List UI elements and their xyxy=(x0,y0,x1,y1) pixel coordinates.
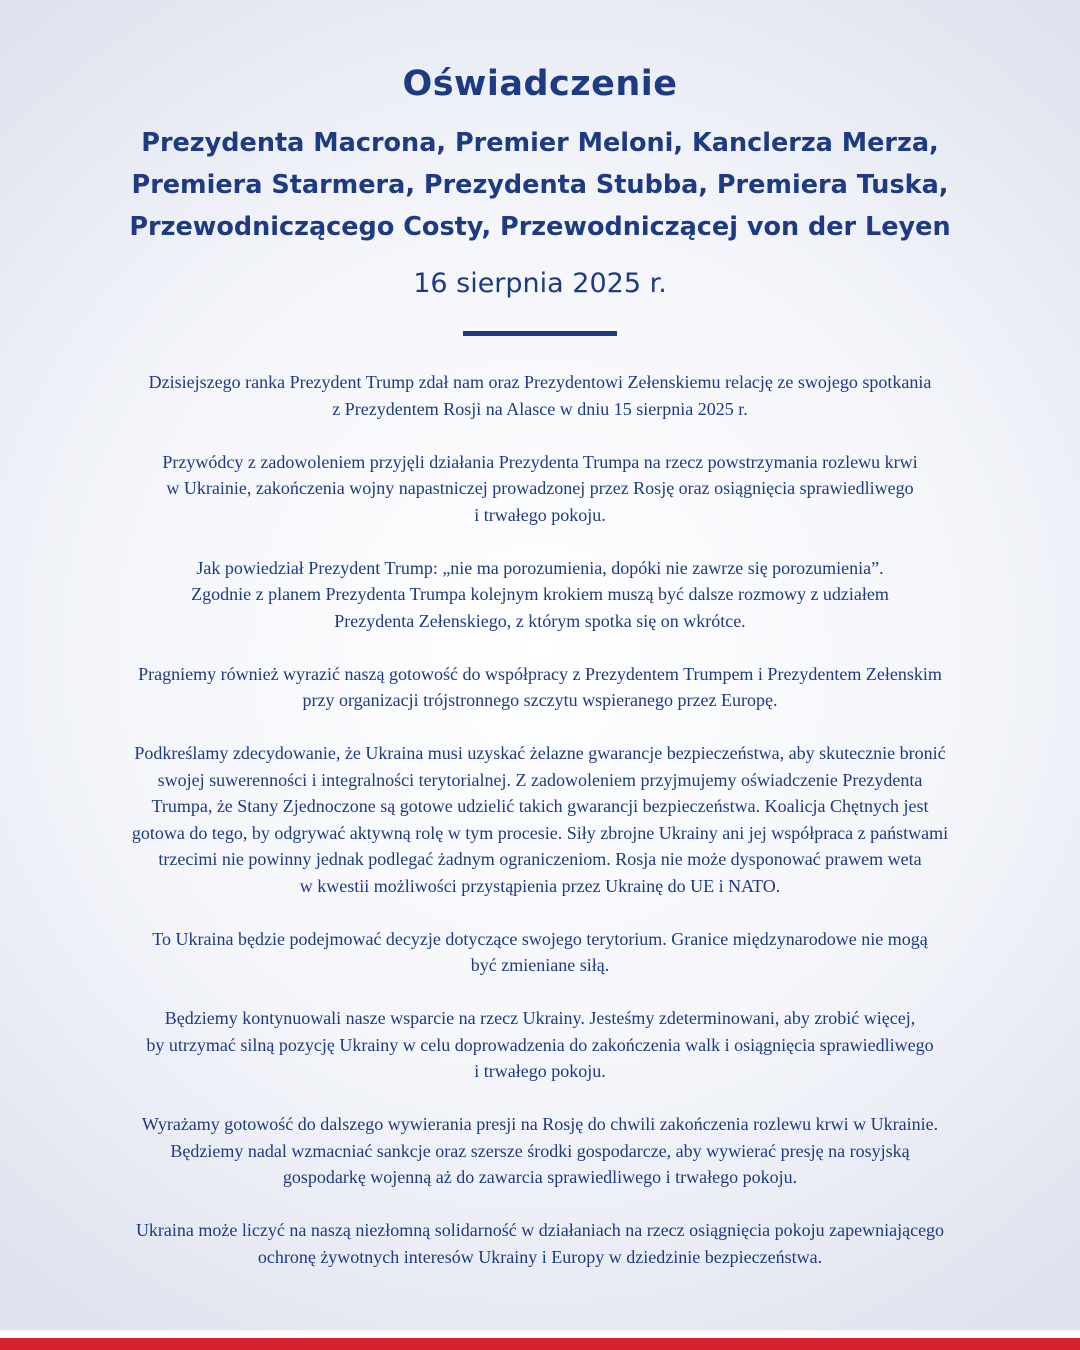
text-line: gospodarkę wojenną aż do zawarcia sprawiedliwego i trwałego pokoju. xyxy=(282,1167,798,1187)
statement-date: 16 sierpnia 2025 r. xyxy=(413,268,667,299)
paragraph-2 xyxy=(50,449,1030,529)
paragraph-6 xyxy=(50,926,1030,979)
text-line: trzecimi nie powinny jednak podlegać żadnym ograniczeniom. Rosja nie może dysponować prawem weta xyxy=(158,849,922,869)
text-line: z Prezydentem Rosji na Alasce w dniu 15 sierpnia 2025 r. xyxy=(332,398,748,419)
text-line: Wyrażamy gotowość do dalszego wywierania presji na Rosję do chwili zakończenia rozlewu krwi w Ukrainie. xyxy=(141,1114,939,1134)
text-line: Dzisiejszego ranka Prezydent Trump zdał nam oraz Prezydentowi Zełenskiemu relację ze swojego spotkania xyxy=(148,372,932,392)
footer-red-stripe xyxy=(0,1338,1080,1350)
text-line: by utrzymać silną pozycję Ukrainy w celu doprowadzenia do zakończenia walk i osiągnięcia sprawiedliwego xyxy=(146,1034,934,1055)
text-line: Jak powiedział Prezydent Trump: „nie ma porozumienia, dopóki nie zawrze się porozumienia”. xyxy=(196,557,884,578)
text-line: Zgodnie z planem Prezydenta Trumpa kolejnym krokiem muszą być dalsze rozmowy z udziałem xyxy=(191,584,889,604)
text-line: i trwałego pokoju. xyxy=(474,1061,606,1081)
text-line: Przywódcy z zadowoleniem przyjęli działania Prezydenta Trumpa na rzecz powstrzymania rozlewu krwi xyxy=(162,451,918,472)
text-line: ochronę żywotnych interesów Ukrainy i Europy w dziedzinie bezpieczeństwa. xyxy=(257,1246,823,1267)
text-line: w kwestii możliwości przystąpienia przez Ukrainę do UE i NATO. xyxy=(299,875,781,896)
text-line: Będziemy kontynuowali nasze wsparcie na rzecz Ukrainy. Jesteśmy zdeterminowani, aby zrobić więcej, xyxy=(164,1008,916,1028)
text-line: Podkreślamy zdecydowanie, że Ukraina musi uzyskać żelazne gwarancje bezpieczeństwa, aby skutecznie bronić xyxy=(134,743,946,763)
text-line: gotowa do tego, by odgrywać aktywną rolę w tym procesie. Siły zbrojne Ukrainy ani jej współpraca z państwami xyxy=(131,822,949,843)
paragraph-9 xyxy=(50,1217,1030,1270)
paragraph-3 xyxy=(50,555,1030,635)
leaders-line: Przewodniczącego Costy, Przewodniczącej von der Leyen xyxy=(129,212,951,242)
text-line: być zmieniane siłą. xyxy=(470,955,610,975)
paragraph-5 xyxy=(50,740,1030,899)
title-divider xyxy=(463,331,617,336)
text-line: w Ukrainie, zakończenia wojny napastniczej prowadzonej przez Rosję oraz osiągnięcia sprawiedliwego xyxy=(166,478,914,498)
text-line: Trumpa, że Stany Zjednoczone są gotowe udzielić takich gwarancji bezpieczeństwa. Koalicja Chętnych jest xyxy=(151,796,929,816)
text-line: Pragniemy również wyrazić naszą gotowość do współpracy z Prezydentem Trumpem i Prezydentem Zełenskim xyxy=(138,663,942,684)
paragraph-1 xyxy=(50,369,1030,422)
paragraph-7 xyxy=(50,1005,1030,1085)
statement-title: Oświadczenie xyxy=(402,64,678,104)
leaders-list xyxy=(40,122,1040,248)
paragraph-4 xyxy=(50,661,1030,714)
leaders-line: Premiera Starmera, Prezydenta Stubba, Premiera Tuska, xyxy=(131,170,949,200)
text-line: przy organizacji trójstronnego szczytu wspieranego przez Europę. xyxy=(302,690,778,710)
footer-white-band xyxy=(0,1330,1080,1338)
text-line: i trwałego pokoju. xyxy=(474,504,606,525)
text-line: swojej suwerenności i integralności terytorialnej. Z zadowoleniem przyjmujemy oświadczenie Prezydenta xyxy=(157,769,923,790)
text-line: Ukraina może liczyć na naszą niezłomną solidarność w działaniach na rzecz osiągnięcia pokoju zapewniającego xyxy=(135,1220,945,1240)
text-line: To Ukraina będzie podejmować decyzje dotyczące swojego terytorium. Granice międzynarodowe nie mogą xyxy=(152,928,928,949)
text-line: Będziemy nadal wzmacniać sankcje oraz szersze środki gospodarcze, aby wywierać presję na rosyjską xyxy=(170,1140,910,1161)
statement-body xyxy=(50,369,1030,1297)
paragraph-8 xyxy=(50,1111,1030,1191)
text-line: Prezydenta Zełenskiego, z którym spotka się on wkrótce. xyxy=(334,610,746,631)
leaders-line: Prezydenta Macrona, Premier Meloni, Kanclerza Merza, xyxy=(141,128,939,158)
